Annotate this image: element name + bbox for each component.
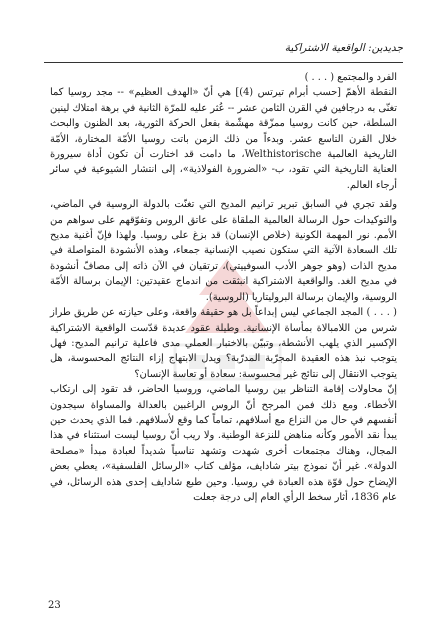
running-header-title: جديدين: الواقعية الاشتراكية: [284, 42, 403, 54]
paragraph-2: النقطة الأهمّ [حسب أبرام تيرتس (4)] هي أنّ «الهدف العظيم» -- مجد روسيا كما تغنّى به درجافين في القرن الثامن عشر -- عُثر عليه للمرّة الثانية في برهة امتلاك لينين السلطة، حين كانت روسيا ممزّقة مهشّمة بفعل الحركة الثورية، بعد الظنون والبحث خلال القرن التاسع عشر. وبدءاً من ذلك الزمن باتت روسيا الأمّة المختارة، الأمّة التاريخية العالمية Welthistorische، ما دامت قد اختارت أن تكون أداة سيرورة العناية التاريخية التي تقود، ب- «الضرورة الفولاذية»، إلى انتشار الشيوعية في سائر أرجاء العالم.: [50, 87, 397, 191]
paragraph-1: الفرد والمجتمع ( . . . ): [304, 72, 397, 83]
paragraph-3: ولقد تجري في السابق تبرير ترانيم المديح التي تغنّت بالدولة الروسية في الماضي، والتوكيدات حول الرسالة العالمية الملقاة على عاتق الروس وتفوّقهم على سواهم من الأمم. نور المهمة الكونية (خلاص الإنسان) قد بزغ على روسيا. ولهذا فإنّ أغنية مديح تلك السعادة الآتية التي ستكون نصيب الإنسانية جمعاء، وهذه الأنشودة المتواصلة في مديح الذات (وهو جوهر الأدب السوفييتي)، ترتقيان في الآن ذاته إلى مصافّ أنشودة في مديح الغد. والواقعية الاشتراكية انبثقت من اندماج عقيدتين: الإيمان برسالة الأمّة الروسية، والإيمان برسالة البروليتاريا (الروسية).: [50, 199, 397, 303]
page-number: 23: [48, 600, 61, 611]
paragraph-4: ( . . . ) المجد الجماعي ليس إبداعاً بل هو حقيقة واقعة، وعلى حيازته عن طريق طراز شرس من اللامبالاة بمأساة الإنسانية. وطيلة عقود عديدة قدّست الواقعية الاشتراكية الإكسير الذي يلهب الأنشطة، وتبيّن بالاختبار العملي مدى فاعلية ترانيم المديح: فهل يتوجب نبذ هذه العقيدة المجرّبة المدرّبة؟ ويدل الابتهاج إزاء النتائج المحسوسة، هل يتوجب الانتقال إلى نتائج غير محسوسة: سعادة أو تعاسة الإنسان؟: [50, 307, 397, 380]
paragraph-5: إنّ محاولات إقامة التناظر بين روسيا الماضي، وروسيا الحاضر، قد تقود إلى ارتكاب الأخطاء. ومع ذلك فمن المرجح أنّ الروس الراغبين بالعدالة والمساواة سيجدون أنفسهم في حال من النزاع مع أسلافهم، تماماً كما وقع لأسلافهم. فما الذي يحدث حين يبدأ نقد الأمور وكأنه مناهض للنزعة الوطنية. ولا ريب أنّ روسيا ليست استثناء في هذا المجال، وهناك مجتمعات أخرى شهدت وتشهد تناسياً شديداً لعبادة مبدأ «مصلحة الدولة». غير أنّ نموذج بيتر شادايف، مؤلف كتاب «الرسائل الفلسفية»، يعطي بعض الإيضاح حول قوّة هذه العبادة في روسيا. وحين طبع شادايف إحدى هذه الرسائل، في عام 1836، أثار سخط الرأي العام إلى درجة جعلت: [50, 384, 397, 503]
page-body-text: [50, 70, 397, 590]
running-header: [44, 40, 403, 63]
